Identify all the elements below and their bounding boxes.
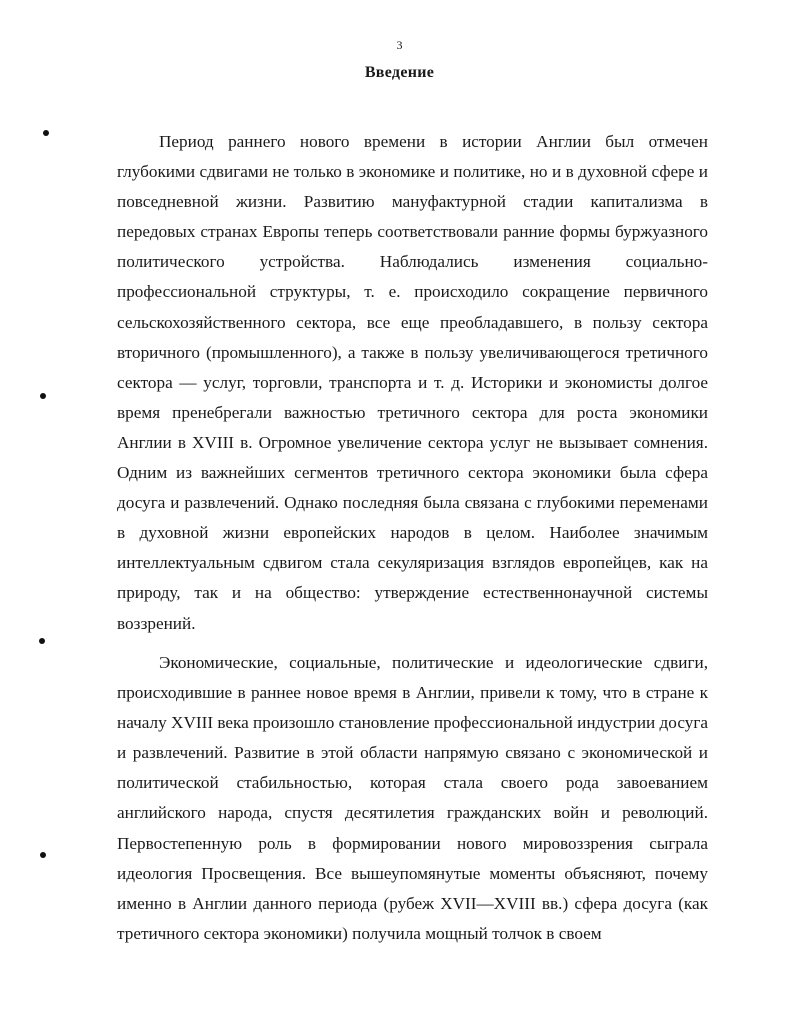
page-number: 3 — [396, 38, 403, 52]
binder-hole-mark — [40, 852, 46, 858]
paragraph-1: Период раннего нового времени в истории Англии был отмечен глубокими сдвигами не только в экономике и политике, но и в духовной сфере и повседневной жизни. Развитию мануфактурной стадии капитализма в передовых странах Европы теперь соответствовали ранние формы буржуазного политического устройства. Наблюдались изменения социально-профессиональной структуры, т. е. происходило сокращение первичного сельскохозяйственного сектора, все еще преобладавшего, в пользу сектора вторичного (промышленного), а также в пользу увеличивающегося третичного сектора — услуг, торговли, транспорта и т. д. Историки и экономисты долгое время пренебрегали важностью третичного сектора для роста экономики Англии в XVIII в. Огромное увеличение сектора услуг не вызывает сомнения. Одним из важнейших сегментов третичного сектора экономики была сфера досуга и развлечений. Однако последняя была связана с глубокими переменами в духовной жизни европейских народов в целом. Наиболее значимым интеллектуальным сдвигом стала секуляризация взглядов европейцев, как на природу, так и на общество: утверждение естественнонаучной системы воззрений. — [117, 132, 708, 633]
page-title: Введение — [364, 64, 435, 81]
binder-hole-mark — [43, 130, 49, 136]
binder-hole-mark — [39, 638, 45, 644]
binder-hole-mark — [40, 393, 46, 399]
paragraph-2: Экономические, социальные, политические и идеологические сдвиги, происходившие в раннее новое время в Англии, привели к тому, что в стране к началу XVIII века произошло становление профессиональной индустрии досуга и развлечений. Развитие в этой области напрямую связано с экономической и политической стабильностью, которая стала своего рода завоеванием английского народа, спустя десятилетия гражданских войн и революций. Первостепенную роль в формировании нового мировоззрения сыграла идеология Просвещения. Все вышеупомянутые моменты объясняют, почему именно в Англии данного периода (рубеж XVII—XVIII вв.) сфера досуга (как третичного сектора экономики) получила мощный толчок в своем — [117, 653, 708, 943]
